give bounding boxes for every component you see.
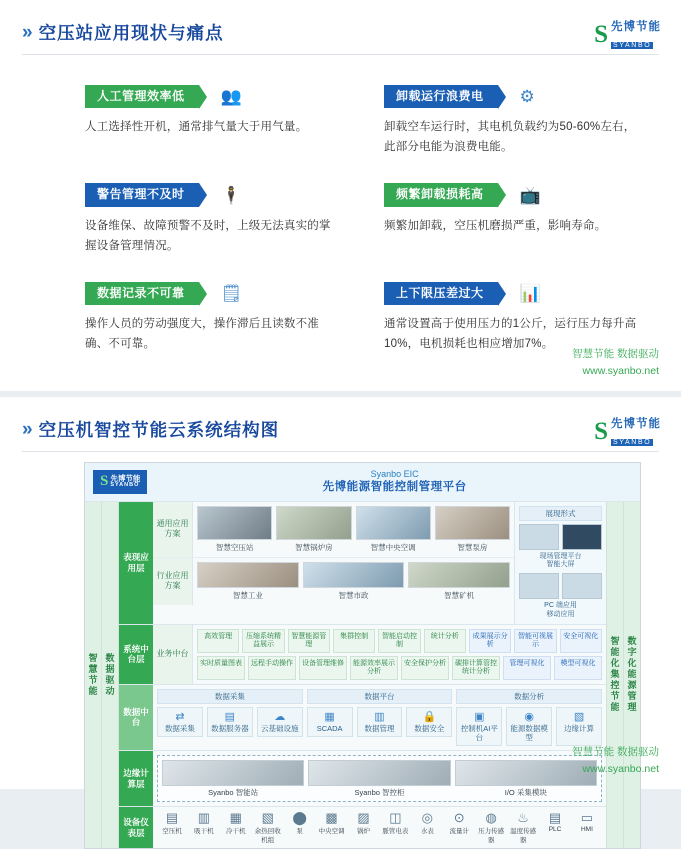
left-rail-text: 智慧节能 — [87, 652, 98, 697]
edge-device-label: Syanbo 智能站 — [208, 788, 259, 798]
data-item[interactable] — [406, 707, 452, 737]
layer-label: 数据中台 — [119, 685, 153, 750]
left-rail-label-2 — [102, 502, 119, 848]
notebook-icon: 🗒 — [220, 283, 243, 303]
pain-point-label: 人工管理效率低 — [85, 85, 199, 108]
display-caption: 移动应用 — [546, 610, 575, 618]
slide-architecture — [0, 397, 681, 844]
generic-app-cards — [193, 502, 514, 557]
pain-point-grid — [85, 85, 641, 354]
right-rail-label — [606, 502, 623, 848]
app-card[interactable] — [197, 506, 272, 553]
right-rail-text-2: 数字化能源管理 — [626, 636, 637, 714]
data-item[interactable] — [157, 707, 203, 737]
device-label: 空压机 — [162, 827, 182, 835]
usb-icon: ⇄ — [175, 710, 185, 723]
business-chip[interactable]: 设备管理维修 — [299, 656, 347, 680]
app-photo — [408, 562, 510, 588]
display-screen[interactable] — [562, 524, 602, 550]
device-label: 流量计 — [449, 827, 469, 835]
business-chip[interactable]: 模型可视化 — [554, 656, 602, 680]
pain-point-item — [384, 282, 641, 354]
edge-device-label: Syanbo 智控柜 — [354, 788, 405, 798]
business-chip[interactable]: 高效管理 — [197, 629, 239, 653]
logo-english-name: SYANBO — [613, 438, 652, 446]
display-screen[interactable] — [562, 573, 602, 599]
slide-pain-points — [0, 0, 681, 391]
logo-mark-icon: S — [594, 21, 608, 49]
layer-edge-computing — [119, 751, 606, 807]
edge-device-label: I/O 采集模块 — [504, 788, 547, 798]
app-photo — [276, 506, 351, 540]
business-chip[interactable]: 安全保护分析 — [401, 656, 449, 680]
layer-label: 系统中台层 — [119, 625, 153, 684]
gears-icon: ⚙ — [519, 87, 535, 107]
device-label: PLC — [548, 825, 562, 833]
layer-label: 表现应用层 — [119, 502, 153, 624]
data-item[interactable] — [207, 707, 253, 737]
device-label: 泵 — [296, 827, 303, 835]
brand-logo — [594, 415, 661, 449]
refrigerated-dryer-icon: ▦ — [229, 810, 242, 826]
app-card[interactable] — [356, 506, 431, 553]
device-item[interactable] — [221, 811, 251, 843]
heat-recovery-icon: ▧ — [261, 810, 274, 826]
pain-point-item — [85, 282, 342, 354]
model-icon: ◉ — [524, 710, 534, 723]
electric-meter-icon: ◫ — [389, 810, 402, 826]
pain-point-description: 卸载空车运行时，其电机负载约为50-60%左右，此部分电能为浪费电能。 — [384, 121, 636, 154]
app-caption: 智慧泵房 — [457, 542, 488, 552]
monitor-icon: 📺 — [519, 185, 541, 205]
logo-chinese-name: 先博节能 — [611, 21, 661, 33]
layer-presentation — [119, 502, 606, 625]
data-item[interactable] — [357, 707, 403, 737]
data-item[interactable] — [257, 707, 303, 737]
device-row — [153, 807, 606, 847]
display-screen[interactable] — [519, 524, 559, 550]
app-photo — [356, 506, 431, 540]
business-chip[interactable]: 智能可视展示 — [514, 629, 556, 653]
business-chip[interactable]: 管理可视化 — [503, 656, 551, 680]
device-label: 冷干机 — [226, 827, 246, 835]
business-chip[interactable]: 远程手动操作 — [248, 656, 296, 680]
device-item[interactable] — [317, 811, 347, 843]
slide1-title-row — [0, 0, 681, 49]
title-divider — [22, 54, 659, 55]
device-label: 温度传感器 — [510, 827, 537, 844]
business-chip[interactable]: 成果展示分析 — [469, 629, 511, 653]
pump-icon: ⬤ — [292, 810, 307, 826]
device-label: HMI — [580, 825, 593, 833]
hvac-icon: ▩ — [325, 810, 338, 826]
pain-point-label: 卸载运行浪费电 — [384, 85, 498, 108]
layer-system-middle — [119, 625, 606, 685]
pain-point-item — [384, 183, 641, 255]
page-title: 空压机智控节能云系统结构图 — [38, 420, 280, 440]
logo-english-name: SYANBO — [110, 481, 140, 488]
layer-data-middle — [119, 685, 606, 751]
logo-mark-icon: S — [100, 472, 109, 489]
device-item[interactable] — [476, 811, 506, 843]
layer-devices — [119, 807, 606, 847]
app-caption: 智慧中央空调 — [370, 542, 416, 552]
app-card[interactable] — [276, 506, 351, 553]
edge-device-photo — [308, 760, 450, 786]
slogan-text: 智慧节能 数据驱动 — [572, 348, 659, 361]
device-item[interactable] — [508, 811, 538, 843]
pain-point-description: 人工选择性开机，通常排气量大于用气量。 — [85, 121, 308, 134]
business-chip[interactable]: 智能启动控制 — [378, 629, 420, 653]
sublayer-label: 行业应用方案 — [153, 558, 193, 605]
device-label: 吸干机 — [194, 827, 214, 835]
layer-label: 设备仪表层 — [119, 807, 153, 847]
logo-mark-icon: S — [594, 418, 608, 446]
display-forms-title: 展现形式 — [519, 506, 602, 521]
data-item[interactable] — [556, 707, 602, 746]
display-caption: PC 端应用 — [544, 602, 577, 610]
device-item[interactable] — [253, 811, 283, 843]
right-rail-label-2 — [623, 502, 640, 848]
device-item[interactable] — [540, 811, 570, 843]
data-group-title: 数据平台 — [307, 689, 453, 704]
data-group-title: 数据采集 — [157, 689, 303, 704]
temperature-sensor-icon: ♨ — [517, 810, 529, 826]
device-label: 脈管电表 — [382, 827, 409, 835]
pain-point-item — [384, 85, 641, 157]
diagram-logo — [93, 470, 147, 494]
data-item[interactable] — [456, 707, 502, 746]
pain-point-label: 数据记录不可靠 — [85, 282, 199, 305]
water-meter-icon: ◎ — [421, 810, 433, 826]
slogan-text: 智慧节能 数据驱动 — [572, 746, 659, 759]
edge-devices — [153, 751, 606, 806]
operators-icon: 👥 — [220, 87, 242, 107]
diagram-layers — [119, 502, 606, 848]
data-item-label: 能源数据模型 — [510, 724, 548, 743]
page-title: 空压站应用现状与痛点 — [38, 23, 224, 43]
data-group — [456, 689, 602, 746]
data-group — [157, 689, 303, 746]
logo-chinese-name: 先博节能 — [110, 474, 141, 483]
left-rail-label — [85, 502, 102, 848]
edge-device[interactable] — [162, 760, 304, 797]
edge-compute-icon: ▧ — [573, 710, 585, 723]
app-photo — [197, 562, 299, 588]
diagram-header — [85, 463, 640, 502]
data-item-label: 数据采集 — [164, 724, 195, 734]
pain-point-label: 上下限压差过大 — [384, 282, 498, 305]
business-chip[interactable]: 压缩系统精益展示 — [242, 629, 284, 653]
device-label: 水表 — [420, 827, 434, 835]
data-group-title: 数据分析 — [456, 689, 602, 704]
data-item-label: 云基础设施 — [260, 724, 299, 734]
pain-point-item — [85, 85, 342, 157]
pain-point-description: 设备维保、故障预警不及时，上级无法真实的掌握设备管理情况。 — [85, 219, 331, 252]
scada-icon: ▦ — [324, 710, 335, 723]
device-label: 余热回收机组 — [254, 827, 281, 844]
ai-platform-icon: ▣ — [474, 710, 485, 723]
logo-english-name: SYANBO — [613, 41, 652, 49]
app-caption: 智慧空压站 — [215, 542, 254, 552]
logo-chinese-name: 先博节能 — [611, 418, 661, 430]
flow-meter-icon: ⊙ — [453, 810, 465, 826]
device-item[interactable] — [157, 811, 187, 843]
app-photo — [435, 506, 510, 540]
chevron-right-icon: » — [22, 22, 30, 43]
layer-label: 边缘计算层 — [119, 751, 153, 806]
data-item-label: SCADA — [316, 724, 343, 734]
business-chip[interactable]: 实时质量图表 — [197, 656, 245, 680]
sublayer-label: 业务中台 — [153, 625, 193, 684]
app-caption: 智慧工业 — [232, 590, 263, 600]
display-forms-column — [514, 502, 606, 624]
device-label: 压力传感器 — [478, 827, 505, 844]
pain-point-item — [85, 183, 342, 255]
pain-point-label: 警告管理不及时 — [85, 183, 199, 206]
app-card[interactable] — [408, 562, 510, 601]
slide2-title-row — [0, 397, 681, 446]
display-caption: 现场管理平台 — [539, 552, 582, 560]
pain-point-label: 频繁卸载损耗高 — [384, 183, 498, 206]
app-caption: 智慧市政 — [338, 590, 369, 600]
data-item-label: 数据安全 — [414, 724, 445, 734]
pain-point-description: 通常设置高于使用压力的1公斤，运行压力每升高10%，电机损耗也相应增加7%。 — [384, 318, 637, 351]
platform-title: 先博能源智能控制管理平台 — [322, 481, 467, 494]
device-item[interactable] — [380, 811, 410, 843]
app-card[interactable] — [303, 562, 405, 601]
database-icon: ▥ — [374, 710, 385, 723]
boiler-icon: ▨ — [357, 810, 370, 826]
app-card[interactable] — [197, 562, 299, 601]
business-chip-grid — [193, 625, 606, 684]
chevron-right-icon: » — [22, 419, 30, 440]
app-photo — [303, 562, 405, 588]
chart-icon: 📊 — [519, 283, 541, 303]
architecture-diagram — [84, 462, 641, 849]
business-chip[interactable]: 集群控制 — [333, 629, 375, 653]
compressor-icon: ▤ — [165, 810, 179, 826]
data-item-label: 数据服务器 — [211, 724, 249, 734]
business-chip[interactable]: 能源效率展示分析 — [350, 656, 398, 680]
device-item[interactable] — [444, 811, 474, 843]
business-chip[interactable]: 碳排计算管控统计分析 — [452, 656, 500, 680]
app-photo — [197, 506, 272, 540]
app-caption: 智慧矿机 — [444, 590, 475, 600]
app-caption: 智慧锅炉房 — [295, 542, 333, 552]
alarm-person-icon: 🕴 — [220, 185, 242, 205]
hmi-icon: ▭ — [580, 810, 594, 826]
app-card[interactable] — [435, 506, 510, 553]
business-chip[interactable]: 智慧能源管理 — [288, 629, 330, 653]
edge-device[interactable] — [308, 760, 450, 797]
slide2-slogan — [572, 744, 659, 777]
device-item[interactable] — [572, 811, 602, 843]
data-item-label: 数据管理 — [364, 724, 395, 734]
eic-label: Syanbo EIC — [370, 469, 419, 479]
data-item-label: 边缘计算 — [564, 724, 595, 734]
data-item[interactable] — [506, 707, 552, 746]
data-item[interactable] — [307, 707, 353, 737]
display-caption: 智能大屏 — [546, 561, 575, 569]
device-item[interactable] — [189, 811, 219, 843]
brand-logo — [594, 18, 661, 52]
business-chip[interactable]: 安全可视化 — [560, 629, 602, 653]
device-item[interactable] — [285, 811, 315, 843]
sublayer-label: 通用应用方案 — [153, 502, 193, 557]
pain-point-description: 频繁加卸载，空压机磨损严重，影响寿命。 — [384, 219, 607, 232]
website-url[interactable]: www.syanbo.net — [582, 762, 659, 775]
plc-icon: ▤ — [548, 810, 562, 826]
pressure-sensor-icon: ◍ — [485, 810, 497, 826]
data-groups — [153, 685, 606, 750]
server-icon: ▤ — [224, 710, 236, 723]
business-chip[interactable]: 统计分析 — [424, 629, 466, 653]
display-screen[interactable] — [519, 573, 559, 599]
title-divider — [22, 451, 659, 452]
device-label: 锅炉 — [356, 827, 370, 835]
industry-app-cards — [193, 558, 514, 605]
adsorption-dryer-icon: ▥ — [197, 810, 211, 826]
cloud-icon: ☁ — [274, 710, 286, 723]
website-url[interactable]: www.syanbo.net — [582, 364, 659, 377]
diagram-body — [85, 502, 640, 848]
right-rail-text: 智能化集控节能 — [609, 636, 620, 714]
device-item[interactable] — [349, 811, 379, 843]
slide1-slogan — [572, 346, 659, 379]
device-item[interactable] — [412, 811, 442, 843]
data-group — [307, 689, 453, 746]
lock-icon: 🔒 — [422, 710, 437, 723]
data-item-label: 控制机AI平台 — [460, 724, 498, 743]
left-rail-text-2: 数据驱动 — [104, 652, 115, 697]
device-label: 中央空调 — [318, 827, 345, 835]
pain-point-description: 操作人员的劳动强度大，操作滞后且读数不准确、不可靠。 — [85, 318, 319, 351]
edge-device-photo — [162, 760, 304, 786]
